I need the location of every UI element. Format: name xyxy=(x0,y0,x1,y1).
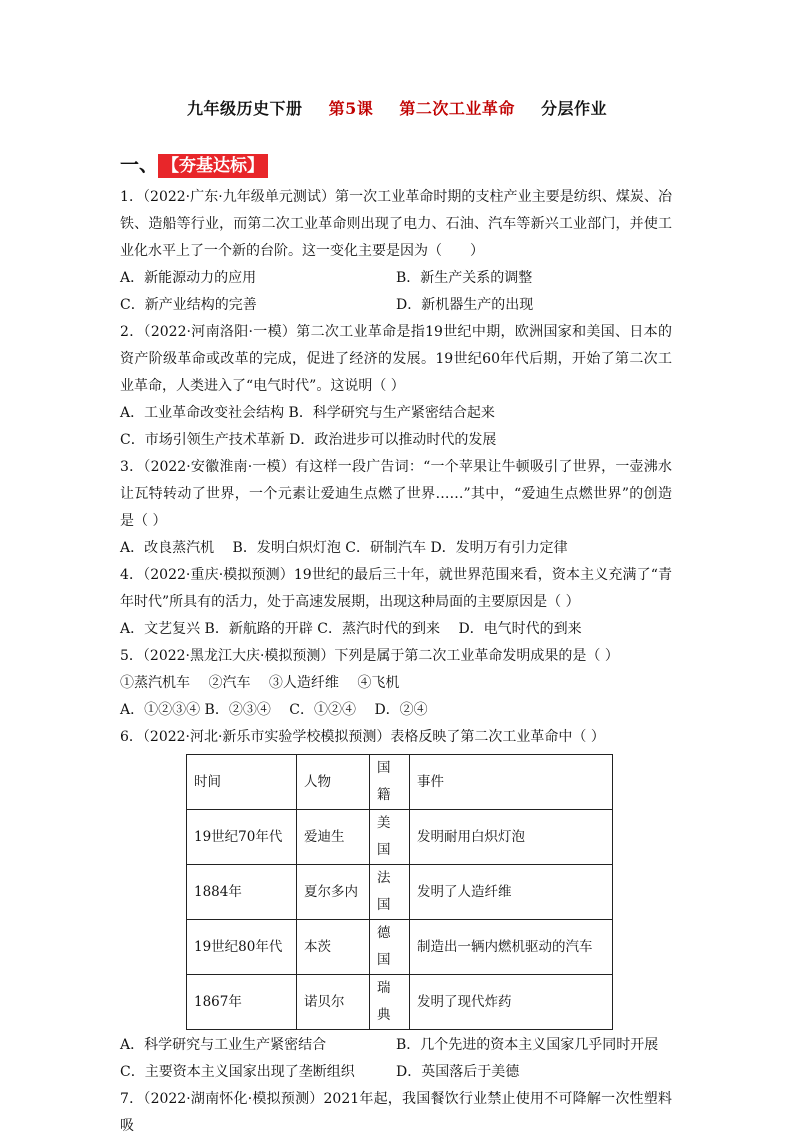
question-1-options-row-1 xyxy=(120,265,672,292)
table-cell: 19世纪70年代 xyxy=(187,810,297,865)
title-homework: 分层作业 xyxy=(540,99,607,118)
table-cell: 美国 xyxy=(370,810,410,865)
section-heading xyxy=(120,150,268,178)
question-5-options: A．①②③④ B．②③④ C．①②④ D．②④ xyxy=(120,702,428,718)
table-cell: 瑞典 xyxy=(370,975,410,1030)
title-course: 九年级历史下册 xyxy=(187,99,303,118)
question-6-options-row-1 xyxy=(120,1032,672,1059)
table-cell: 德国 xyxy=(370,920,410,975)
question-6-stem: 6．（2022·河北·新乐市实验学校模拟预测）表格反映了第二次工业革命中（ ） xyxy=(120,729,605,745)
table-header-time: 时间 xyxy=(187,755,297,810)
table-header-row xyxy=(187,755,613,810)
inventions-table xyxy=(186,754,613,1030)
table-cell: 法国 xyxy=(370,865,410,920)
table-cell: 1884年 xyxy=(187,865,297,920)
question-3-stem: 3．（2022·安徽淮南·一模）有这样一段广告词：“一个苹果让牛顿吸引了世界，一壶沸水让瓦特转动了世界，一个元素让爱迪生点燃了世界……”其中，“爱迪生点燃世界”的创造是（ ） xyxy=(120,459,672,529)
question-5-items: ①蒸汽机车 ②汽车 ③人造纤维 ④飞机 xyxy=(120,675,400,691)
question-6-options-row-2 xyxy=(120,1059,672,1086)
table-cell: 制造出一辆内燃机驱动的汽车 xyxy=(410,920,613,975)
question-2-options-line-2: C．市场引领生产技术革新 D．政治进步可以推动时代的发展 xyxy=(120,432,497,448)
question-1-option-d: D．新机器生产的出现 xyxy=(396,297,534,313)
table-header-person: 人物 xyxy=(297,755,370,810)
page-title xyxy=(0,96,794,119)
title-lesson-name: 第二次工业革命 xyxy=(399,99,515,118)
table-row xyxy=(187,975,613,1030)
table-cell: 19世纪80年代 xyxy=(187,920,297,975)
table-cell: 夏尔多内 xyxy=(297,865,370,920)
table-cell: 本茨 xyxy=(297,920,370,975)
question-2-stem: 2．（2022·河南洛阳·一模）第二次工业革命是指19世纪中期，欧洲国家和美国、日本的资产阶级革命或改革的完成，促进了经济的发展。19世纪60年代后期，开始了第二次工业革命，人类进入了“电气时代”。这说明（ ） xyxy=(120,324,672,394)
question-4-stem: 4．（2022·重庆·模拟预测）19世纪的最后三十年，就世界范围来看，资本主义充满了“青年时代”所具有的活力，处于高速发展期，出现这种局面的主要原因是（ ） xyxy=(120,567,672,610)
question-7-stem: 7．（2022·湖南怀化·模拟预测）2021年起，我国餐饮行业禁止使用不可降解一次性塑料吸 xyxy=(120,1091,672,1134)
table-row xyxy=(187,810,613,865)
table-cell: 诺贝尔 xyxy=(297,975,370,1030)
question-6-option-d: D．英国落后于美德 xyxy=(396,1064,520,1080)
table-row xyxy=(187,865,613,920)
question-1-option-c: C．新产业结构的完善 xyxy=(120,297,257,313)
table-row xyxy=(187,920,613,975)
table-cell: 发明了现代炸药 xyxy=(410,975,613,1030)
title-lesson-number: 第5课 xyxy=(328,99,374,118)
question-1-options-row-2 xyxy=(120,292,672,319)
question-6-option-c: C．主要资本主义国家出现了垄断组织 xyxy=(120,1064,355,1080)
table-header-nationality: 国籍 xyxy=(370,755,410,810)
question-1-stem: 1．（2022·广东·九年级单元测试）第一次工业革命时期的支柱产业主要是纺织、煤炭、冶铁、造船等行业，而第二次工业革命则出现了电力、石油、汽车等新兴工业部门，并使工业化水平上了一个新的台阶。这一变化主要是因为（ ） xyxy=(120,189,672,259)
section-badge: 【夯基达标】 xyxy=(158,154,268,178)
question-6-option-a: A．科学研究与工业生产紧密结合 xyxy=(120,1037,327,1053)
question-5-stem: 5．（2022·黑龙江大庆·模拟预测）下列是属于第二次工业革命发明成果的是（ ） xyxy=(120,648,619,664)
question-2-options-line-1: A．工业革命改变社会结构 B．科学研究与生产紧密结合起来 xyxy=(120,405,495,421)
question-4-options: A．文艺复兴 B．新航路的开辟 C．蒸汽时代的到来 D．电气时代的到来 xyxy=(120,621,582,637)
question-list xyxy=(120,184,672,1140)
table-cell: 发明耐用白炽灯泡 xyxy=(410,810,613,865)
table-cell: 发明了人造纤维 xyxy=(410,865,613,920)
table-cell: 爱迪生 xyxy=(297,810,370,865)
question-1-option-a: A．新能源动力的应用 xyxy=(120,270,257,286)
table-cell: 1867年 xyxy=(187,975,297,1030)
question-3-options: A．改良蒸汽机 B．发明白炽灯泡 C．研制汽车 D．发明万有引力定律 xyxy=(120,540,568,556)
question-6-option-b: B．几个先进的资本主义国家几乎同时开展 xyxy=(396,1037,659,1053)
question-1-option-b: B．新生产关系的调整 xyxy=(396,270,533,286)
table-header-event: 事件 xyxy=(410,755,613,810)
section-number: 一、 xyxy=(120,154,159,176)
